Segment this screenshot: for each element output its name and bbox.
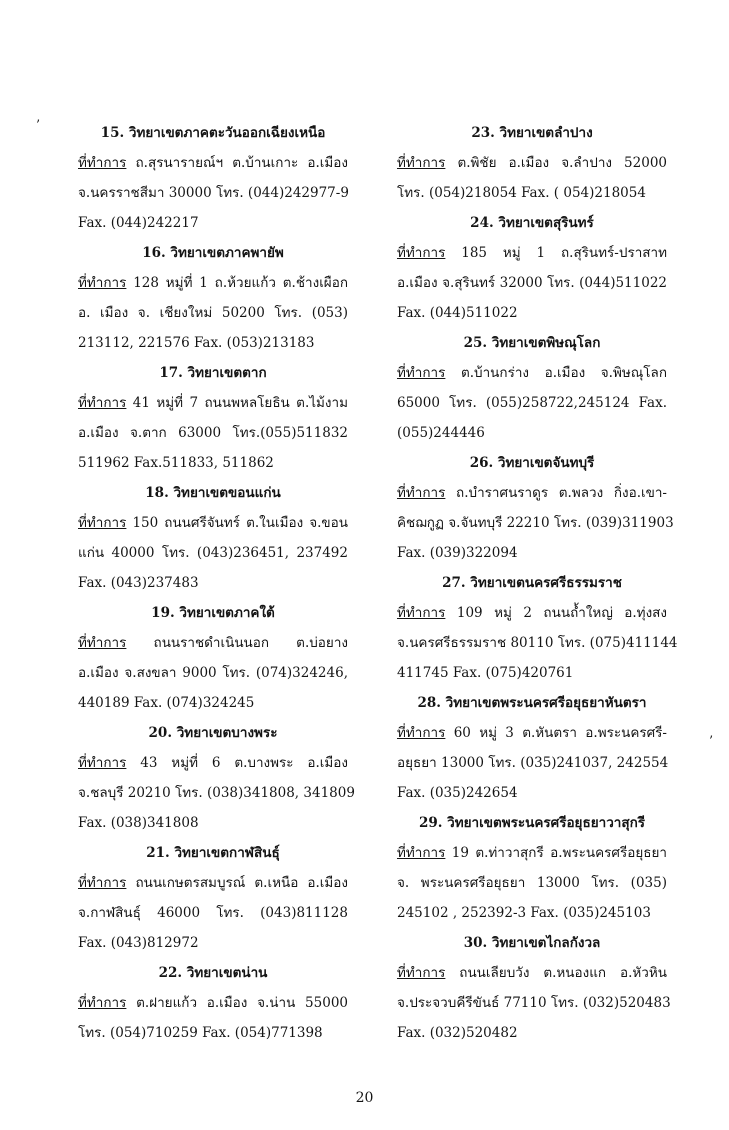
address-text: ถ.บำราศนราดูร ต.พลวง กิ่งอ.เขา- bbox=[456, 485, 667, 501]
address-line bbox=[78, 748, 348, 778]
address-line bbox=[78, 898, 348, 928]
campus-entry bbox=[78, 118, 348, 238]
address-text: อยุธยา 13000 โทร. (035)241037, 242554 bbox=[397, 755, 669, 771]
address-text: Fax. (032)520482 bbox=[397, 1025, 518, 1041]
address-text: ต.พิชัย อ.เมือง จ.ลำปาง 52000 bbox=[457, 155, 667, 171]
address-text: อ. เมือง จ. เชียงใหม่ 50200 โทร. (053) bbox=[78, 305, 348, 321]
address-text: Fax. (044)242217 bbox=[78, 215, 199, 231]
campus-title: 24. วิทยาเขตสุรินทร์ bbox=[470, 215, 594, 231]
address-text: Fax. (043)237483 bbox=[78, 575, 199, 591]
address-line bbox=[397, 898, 667, 928]
stray-mark: ’ bbox=[709, 734, 714, 749]
address-text: อ.เมือง จ.ตาก 63000 โทร.(055)511832 bbox=[78, 425, 348, 441]
address-line bbox=[397, 868, 667, 898]
address-text: 109 หมู่ 2 ถนนถ้ำใหญ่ อ.ทุ่งสง bbox=[456, 605, 668, 621]
address-text: 19 ต.ท่าวาสุกรี อ.พระนครศรีอยุธยา bbox=[451, 845, 667, 861]
address-line bbox=[397, 838, 667, 868]
address-line bbox=[78, 328, 348, 358]
address-label: ที่ทำการ bbox=[78, 395, 127, 411]
address-text: 41 หมู่ที่ 7 ถนนพหลโยธิน ต.ไม้งาม bbox=[132, 395, 348, 411]
address-line bbox=[78, 298, 348, 328]
address-text: จ. พระนครศรีอยุธยา 13000 โทร. (035) bbox=[397, 875, 667, 891]
address-text: 60 หมู่ 3 ต.หันตรา อ.พระนครศรี- bbox=[453, 725, 667, 741]
campus-title: 28. วิทยาเขตพระนครศรีอยุธยาหันตรา bbox=[417, 695, 647, 711]
address-line bbox=[397, 658, 667, 688]
address-text: 65000 โทร. (055)258722,245124 Fax. bbox=[397, 395, 667, 411]
campus-entry bbox=[397, 808, 667, 928]
address-line bbox=[78, 448, 348, 478]
address-line bbox=[397, 598, 667, 628]
address-line bbox=[78, 208, 348, 238]
address-text: (055)244446 bbox=[397, 425, 485, 441]
address-label: ที่ทำการ bbox=[78, 515, 127, 531]
address-text: ถนนเลียบวัง ต.หนองแก อ.หัวหิน bbox=[459, 965, 667, 981]
campus-title: 18. วิทยาเขตขอนแก่น bbox=[145, 485, 281, 501]
campus-title: 29. วิทยาเขตพระนครศรีอยุธยาวาสุกรี bbox=[418, 815, 646, 831]
address-label: ที่ทำการ bbox=[397, 965, 446, 981]
address-line bbox=[78, 508, 348, 538]
campus-entry bbox=[397, 448, 674, 568]
address-text: อ.เมือง จ.สงขลา 9000 โทร. (074)324246, bbox=[78, 665, 348, 681]
address-line bbox=[78, 178, 348, 208]
campus-entry bbox=[78, 358, 348, 478]
address-text: 213112, 221576 Fax. (053)213183 bbox=[78, 335, 315, 351]
address-line bbox=[397, 628, 678, 658]
address-label: ที่ทำการ bbox=[78, 755, 127, 771]
address-text: ถนนเกษตรสมบูรณ์ ต.เหนือ อ.เมือง bbox=[135, 875, 348, 891]
campus-title: 21. วิทยาเขตกาฬสินธุ์ bbox=[146, 845, 280, 861]
address-text: แก่น 40000 โทร. (043)236451, 237492 bbox=[78, 545, 348, 561]
right-column bbox=[397, 118, 678, 1048]
address-line bbox=[397, 178, 667, 208]
address-label: ที่ทำการ bbox=[397, 365, 446, 381]
address-text: Fax. (039)322094 bbox=[397, 545, 518, 561]
left-column bbox=[78, 118, 355, 1048]
address-text: Fax. (035)242654 bbox=[397, 785, 518, 801]
address-text: จ.ประจวบคีรีขันธ์ 77110 โทร. (032)520483 bbox=[397, 995, 671, 1011]
address-line bbox=[78, 268, 348, 298]
address-line bbox=[78, 988, 348, 1018]
campus-entry bbox=[397, 118, 667, 208]
campus-entry bbox=[78, 478, 348, 598]
address-label: ที่ทำการ bbox=[397, 605, 446, 621]
address-line bbox=[397, 478, 667, 508]
campus-title: 23. วิทยาเขตลำปาง bbox=[471, 125, 593, 141]
address-text: ต.ฝายแก้ว อ.เมือง จ.น่าน 55000 bbox=[136, 995, 348, 1011]
address-text: 440189 Fax. (074)324245 bbox=[78, 695, 255, 711]
address-label: ที่ทำการ bbox=[78, 875, 127, 891]
address-line bbox=[397, 148, 667, 178]
address-label: ที่ทำการ bbox=[397, 155, 446, 171]
address-line bbox=[397, 298, 667, 328]
address-label: ที่ทำการ bbox=[78, 995, 127, 1011]
address-text: จ.กาฬสินธุ์ 46000 โทร. (043)811128 bbox=[78, 905, 348, 921]
campus-title: 27. วิทยาเขตนครศรีธรรมราช bbox=[442, 575, 622, 591]
campus-entry bbox=[397, 928, 671, 1048]
address-line bbox=[397, 748, 667, 778]
address-line bbox=[78, 388, 348, 418]
campus-title: 19. วิทยาเขตภาคใต้ bbox=[151, 605, 275, 621]
address-line bbox=[78, 568, 348, 598]
address-label: ที่ทำการ bbox=[78, 635, 127, 651]
address-text: ต.บ้านกร่าง อ.เมือง จ.พิษณุโลก bbox=[460, 365, 667, 381]
campus-title: 25. วิทยาเขตพิษณุโลก bbox=[463, 335, 601, 351]
campus-title: 17. วิทยาเขตตาก bbox=[159, 365, 267, 381]
campus-entry bbox=[78, 958, 348, 1048]
address-line bbox=[397, 268, 667, 298]
campus-entry bbox=[397, 328, 667, 448]
address-line bbox=[397, 388, 667, 418]
campus-entry bbox=[397, 688, 667, 808]
address-text: ถนนราชดำเนินนอก ต.บ่อยาง bbox=[153, 635, 348, 651]
campus-entry bbox=[78, 838, 348, 958]
address-label: ที่ทำการ bbox=[397, 245, 446, 261]
campus-entry bbox=[397, 208, 667, 328]
address-line bbox=[397, 958, 667, 988]
address-text: 150 ถนนศรีจันทร์ ต.ในเมือง จ.ขอน bbox=[132, 515, 348, 531]
address-line bbox=[78, 658, 348, 688]
address-line bbox=[397, 718, 667, 748]
address-text: 511962 Fax.511833, 511862 bbox=[78, 455, 274, 471]
address-label: ที่ทำการ bbox=[397, 845, 446, 861]
address-text: Fax. (044)511022 bbox=[397, 305, 518, 321]
address-line bbox=[397, 238, 667, 268]
address-label: ที่ทำการ bbox=[397, 725, 446, 741]
address-line bbox=[78, 808, 348, 838]
address-label: ที่ทำการ bbox=[78, 275, 127, 291]
address-text: คิชฌกูฏ จ.จันทบุรี 22210 โทร. (039)311903 bbox=[397, 515, 674, 531]
address-text: จ.นครราชสีมา 30000 โทร. (044)242977-9 bbox=[78, 185, 349, 201]
address-text: 245102 , 252392-3 Fax. (035)245103 bbox=[397, 905, 651, 921]
address-line bbox=[397, 538, 667, 568]
campus-title: 16. วิทยาเขตภาคพายัพ bbox=[142, 245, 284, 261]
address-line bbox=[78, 928, 348, 958]
campus-entry bbox=[78, 598, 348, 718]
address-line bbox=[397, 1018, 667, 1048]
address-text: ถ.สุรนารายณ์ฯ ต.บ้านเกาะ อ.เมือง bbox=[135, 155, 348, 171]
address-label: ที่ทำการ bbox=[397, 485, 446, 501]
address-text: 43 หมู่ที่ 6 ต.บางพระ อ.เมือง bbox=[140, 755, 348, 771]
address-line bbox=[78, 688, 348, 718]
campus-entry bbox=[78, 238, 348, 358]
campus-title: 26. วิทยาเขตจันทบุรี bbox=[469, 455, 595, 471]
campus-title: 15. วิทยาเขตภาคตะวันออกเฉียงเหนือ bbox=[100, 125, 326, 141]
address-line bbox=[397, 508, 674, 538]
page-number: 20 bbox=[355, 1090, 374, 1106]
campus-title: 22. วิทยาเขตน่าน bbox=[158, 965, 268, 981]
address-line bbox=[397, 778, 667, 808]
campus-title: 30. วิทยาเขตไกลกังวล bbox=[463, 935, 601, 951]
address-text: จ.ชลบุรี 20210 โทร. (038)341808, 341809 bbox=[78, 785, 355, 801]
campus-entry bbox=[397, 568, 678, 688]
campus-entry bbox=[78, 718, 355, 838]
address-label: ที่ทำการ bbox=[78, 155, 127, 171]
address-line bbox=[78, 538, 348, 568]
address-line bbox=[78, 148, 348, 178]
address-line bbox=[78, 418, 348, 448]
address-text: 185 หมู่ 1 ถ.สุรินทร์-ปราสาท bbox=[461, 245, 667, 261]
address-text: โทร. (054)710259 Fax. (054)771398 bbox=[78, 1025, 323, 1041]
address-line bbox=[397, 418, 667, 448]
address-text: 128 หมู่ที่ 1 ถ.ห้วยแก้ว ต.ช้างเผือก bbox=[133, 275, 348, 291]
address-text: Fax. (038)341808 bbox=[78, 815, 199, 831]
address-text: 411745 Fax. (075)420761 bbox=[397, 665, 574, 681]
campus-title: 20. วิทยาเขตบางพระ bbox=[148, 725, 278, 741]
address-text: โทร. (054)218054 Fax. ( 054)218054 bbox=[397, 185, 646, 201]
address-line bbox=[397, 988, 671, 1018]
address-line bbox=[397, 358, 667, 388]
address-line bbox=[78, 1018, 348, 1048]
stray-mark: ’ bbox=[36, 118, 41, 133]
address-line bbox=[78, 628, 348, 658]
address-text: จ.นครศรีธรรมราช 80110 โทร. (075)411144 bbox=[397, 635, 678, 651]
address-text: Fax. (043)812972 bbox=[78, 935, 199, 951]
address-text: อ.เมือง จ.สุรินทร์ 32000 โทร. (044)511022 bbox=[397, 275, 667, 291]
address-line bbox=[78, 778, 355, 808]
address-line bbox=[78, 868, 348, 898]
